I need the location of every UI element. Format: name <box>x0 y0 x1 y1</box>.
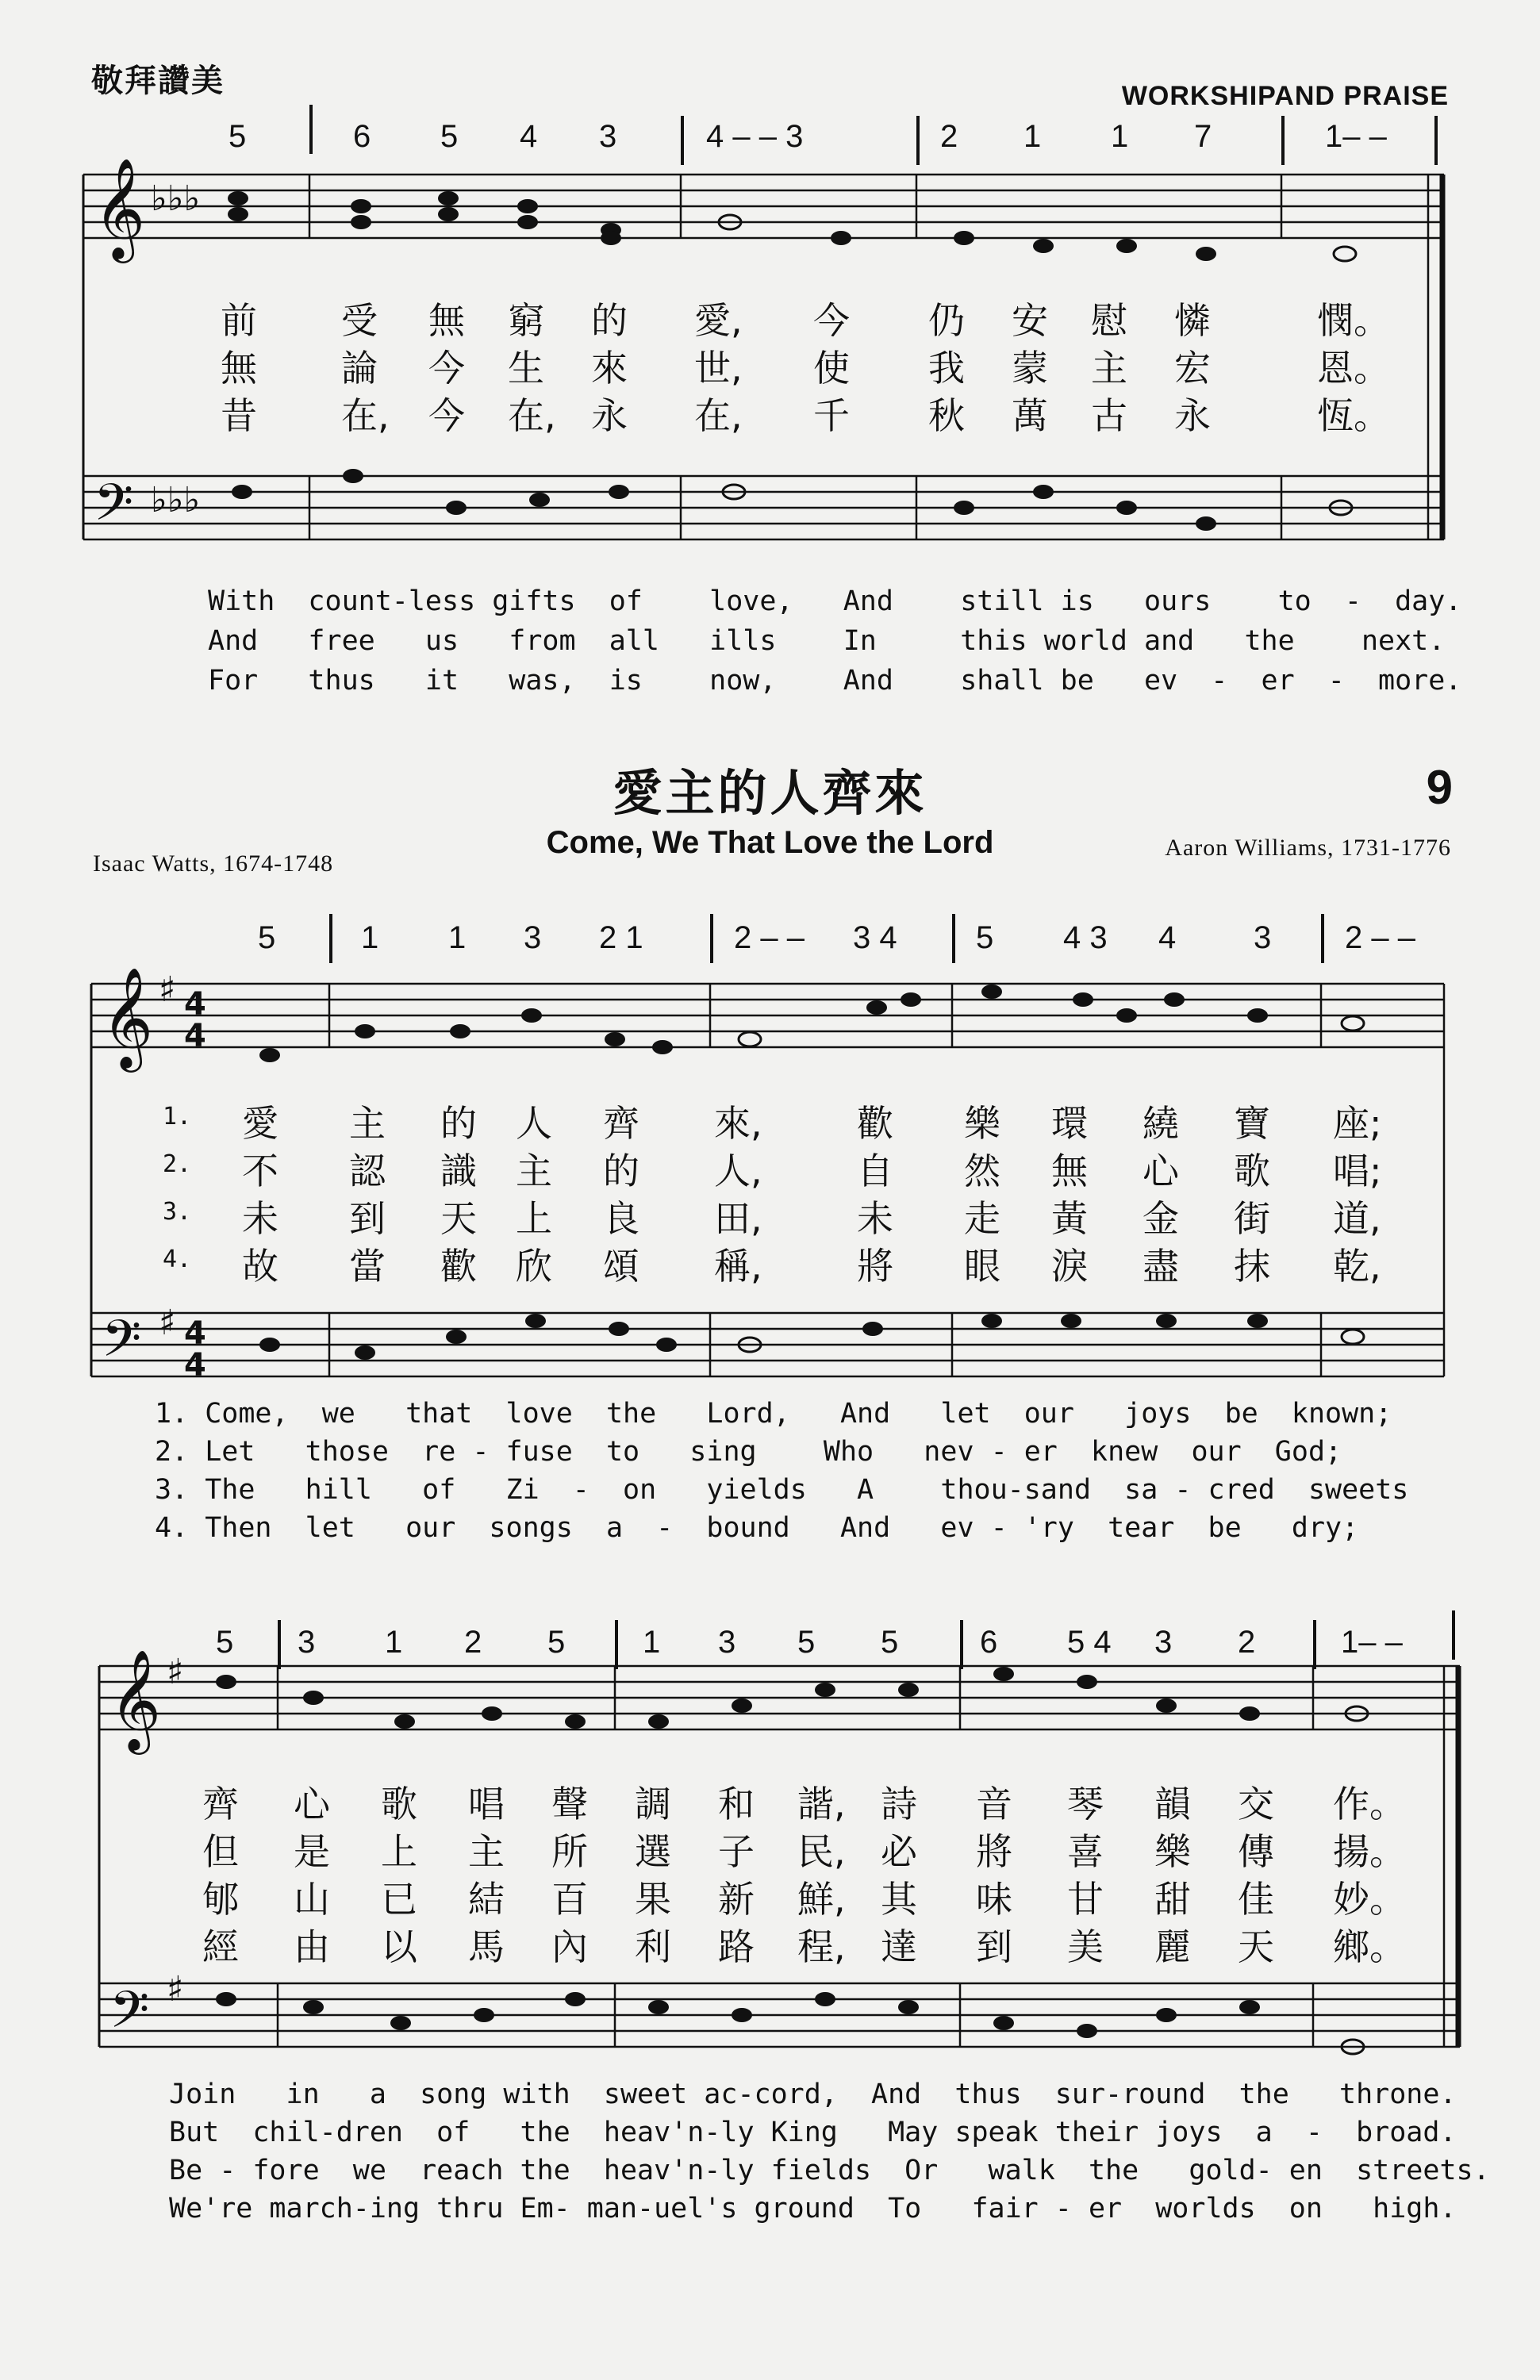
lyrics-en-2-line-2: 2. Let those re - fuse to sing Who nev - er knew our God; <box>155 1436 1342 1468</box>
staff-2-treble <box>91 984 1444 1047</box>
lyrics-cn-2-line-4: 4. 故 當 歡 欣 頌 稱, 將 眼 淚 盡 抹 乾, <box>163 1245 1381 1288</box>
svg-text:♯: ♯ <box>167 1652 184 1692</box>
hymn-author: Isaac Watts, 1674-1748 <box>93 850 334 877</box>
staff-2-bass <box>91 1313 1444 1376</box>
lyrics-en-1-line-1: With count-less gifts of love, And still is ours to - day. <box>208 585 1462 617</box>
book-section-title-en: WORKSHIPAND PRAISE <box>1121 81 1449 111</box>
bass-clef-icon: 𝄢 <box>94 474 134 545</box>
lyrics-cn-2-line-2: 2. 不 認 識 主 的 人, 自 然 無 心 歌 唱; <box>163 1150 1382 1192</box>
staff-3-bass <box>99 1983 1460 2047</box>
jianpu-numbers-2: 5 1 1 3 2 1 2 – – 3 4 5 4 3 4 3 2 – – <box>258 920 1415 955</box>
hymn-title-cn: 愛主的人齊來 <box>613 764 927 822</box>
staff-1-bass <box>83 476 1444 539</box>
lyrics-en-3-line-1: Join in a song with sweet ac-cord, And thus sur-round the throne. <box>169 2079 1457 2110</box>
jianpu-numbers-1: 5 6 5 4 3 4 – – 3 2 1 1 7 1– – <box>229 119 1387 154</box>
svg-text:♯: ♯ <box>167 1969 184 2010</box>
svg-text:4: 4 <box>184 986 206 1023</box>
svg-text:4: 4 <box>184 1347 206 1384</box>
lyrics-cn-1-line-2: 無 論 今 生 來 世, 使 我 蒙 主 宏 恩。 <box>221 347 1390 390</box>
lyrics-en-3-line-2: But chil-dren of the heav'n-ly King May speak their joys a - broad. <box>169 2117 1457 2148</box>
lyrics-en-2-line-3: 3. The hill of Zi - on yields A thou-sand sa - cred sweets <box>155 1474 1409 1506</box>
lyrics-cn-1-line-1: 前 受 無 窮 的 愛, 今 仍 安 慰 憐 憫。 <box>221 299 1390 342</box>
lyrics-cn-2-line-1: 1. 愛 主 的 人 齊 來, 歡 樂 環 繞 寶 座; <box>163 1102 1382 1145</box>
svg-text:4: 4 <box>184 1315 206 1352</box>
bass-clef-icon: 𝄢 <box>102 1310 142 1381</box>
svg-text:♭♭♭: ♭♭♭ <box>151 178 201 219</box>
lyrics-en-3-line-3: Be - fore we reach the heav'n-ly fields Or walk the gold- en streets. <box>169 2155 1490 2186</box>
staff-1-treble <box>83 175 1444 238</box>
treble-clef-icon: 𝄞 <box>109 1649 162 1750</box>
lyrics-en-1-line-3: For thus it was, is now, And shall be ev - er - more. <box>208 665 1462 697</box>
book-section-title: 敬拜讚美 <box>91 63 225 99</box>
lyrics-en-3-line-4: We're march-ing thru Em- man-uel's ground To fair - er worlds on high. <box>169 2193 1457 2225</box>
treble-clef-icon: 𝄞 <box>102 966 154 1068</box>
svg-text:4: 4 <box>184 1018 206 1054</box>
svg-text:♯: ♯ <box>159 969 176 1010</box>
svg-text:♯: ♯ <box>159 1303 176 1343</box>
bass-clef-icon: 𝄢 <box>109 1981 150 2052</box>
hymn-title-en: Come, We That Love the Lord <box>546 825 994 860</box>
hymn-number: 9 <box>1426 761 1453 814</box>
lyrics-cn-3-line-2: 但 是 上 主 所 選 子 民, 必 將 喜 樂 傳 揚。 <box>202 1830 1406 1873</box>
jianpu-numbers-3: 5 3 1 2 5 1 3 5 5 6 5 4 3 2 1– – <box>216 1625 1403 1660</box>
hymn-composer: Aaron Williams, 1731-1776 <box>1165 835 1451 861</box>
svg-text:♭♭♭: ♭♭♭ <box>151 480 201 520</box>
lyrics-cn-2-line-3: 3. 未 到 天 上 良 田, 未 走 黃 金 街 道, <box>163 1197 1381 1240</box>
lyrics-en-2-line-4: 4. Then let our songs a - bound And ev - 'ry tear be dry; <box>155 1512 1359 1544</box>
lyrics-en-1-line-2: And free us from all ills In this world and the next. <box>208 625 1446 657</box>
lyrics-cn-1-line-3: 昔 在, 今 在, 永 在, 千 秋 萬 古 永 恆。 <box>221 394 1390 437</box>
lyrics-cn-3-line-1: 齊 心 歌 唱 聲 調 和 諧, 詩 音 琴 韻 交 作。 <box>202 1783 1406 1825</box>
lyrics-en-2-line-1: 1. Come, we that love the Lord, And let our joys be known; <box>155 1398 1392 1430</box>
lyrics-cn-3-line-4: 經 由 以 馬 內 利 路 程, 達 到 美 麗 天 鄉。 <box>202 1925 1406 1968</box>
lyrics-cn-3-line-3: 郇 山 已 結 百 果 新 鮮, 其 味 甘 甜 佳 妙。 <box>202 1878 1406 1921</box>
treble-clef-icon: 𝄞 <box>94 157 146 259</box>
